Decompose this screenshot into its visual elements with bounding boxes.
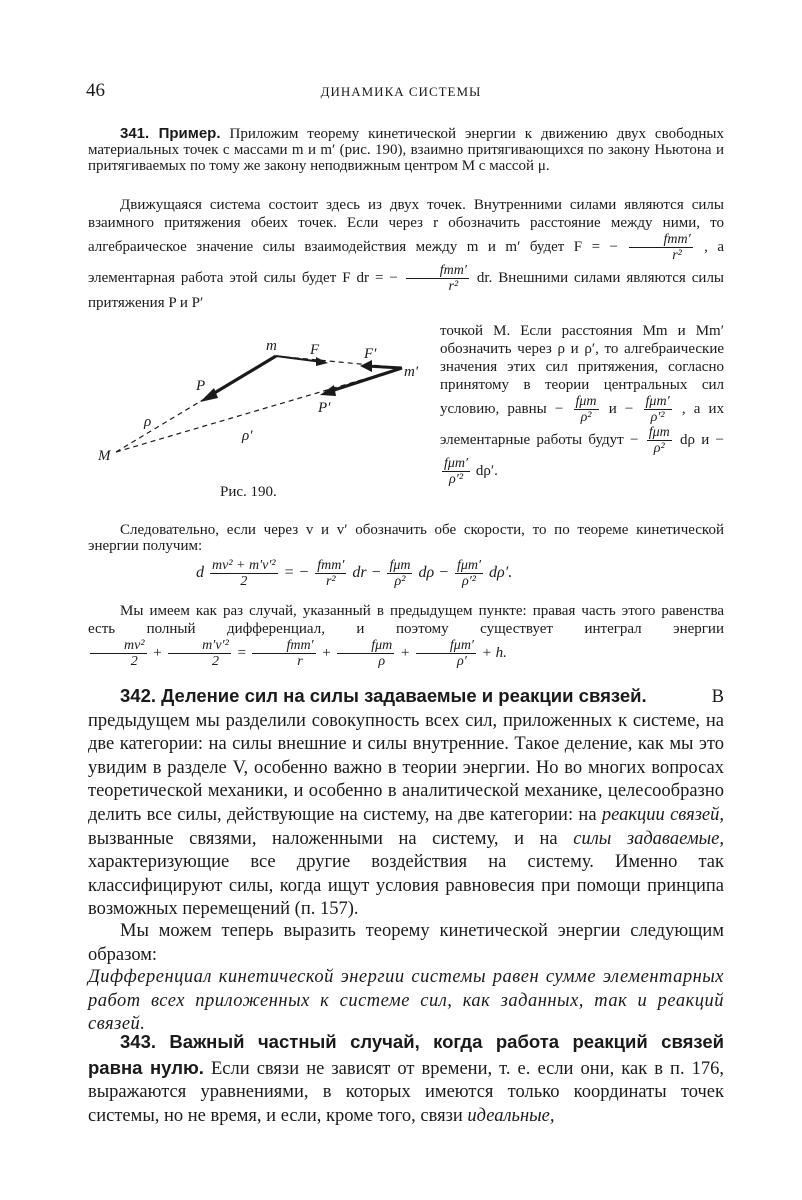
frac-num: fμm (575, 394, 597, 409)
equation-1 (196, 558, 512, 589)
section-342-p2: Мы можем теперь выразить теорему кинетической энергии следующим образом: (88, 921, 724, 965)
section-342-heading: 342. Деление сил на силы задаваемые и реакции связей. (120, 685, 647, 706)
eq1-d: d (196, 564, 204, 582)
fraction-fmm-2 (406, 263, 469, 294)
p4-text: Мы имеем как раз случай, указанный в предыдущем пункте: правая часть этого равенства есть полный дифференциал, и поэтому существует интеграл энергии (88, 603, 724, 637)
eq1-frac-fmu-m2 (455, 558, 483, 589)
fraction-fmu-m2 (644, 394, 672, 425)
frac-num: fμm (389, 558, 411, 573)
frac-den: ρ² (580, 410, 592, 425)
frac-den: 2 (211, 654, 219, 669)
label-m: m (266, 338, 277, 354)
section-341-p2 (88, 196, 724, 312)
frac-den: ρ′² (462, 574, 476, 589)
fig-text-d: dρ и − (680, 431, 724, 448)
fig-text-e: dρ′. (475, 462, 498, 479)
frac-den: ρ² (653, 441, 665, 456)
eq1-lhs-frac (210, 558, 278, 589)
eq2-t3 (252, 638, 315, 669)
s342-text-c: характеризующие все другие воздействия на систему. Именно так классифицируют силы, когда ищут условия равновесия при помощи принципа возможных перемещений (п. 157). (88, 852, 724, 920)
eq1-rhs2: dr − (352, 564, 382, 582)
section-343-heading: 343. Важный частный случай, когда работа реакций связей равна нулю. (88, 1031, 724, 1078)
frac-num: fμm′ (444, 456, 469, 471)
eq2-plus-1: + (152, 644, 163, 661)
equation-2 (88, 638, 507, 669)
frac-num: mv² (90, 638, 147, 654)
label-P: P (196, 378, 206, 394)
eq2-t2 (168, 638, 231, 669)
label-F: F (310, 342, 320, 358)
section-341-heading: 341. Пример. (120, 125, 221, 142)
section-342-theorem: Дифференциал кинетической энергии системы равен сумме элементарных работ всех приложенных к системе сил, как заданных, так и реакций связей. (88, 967, 724, 1035)
section-341-p3: Следовательно, если через v и v′ обозначить обе скорости, то по теореме кинетической энергии получим: (88, 522, 724, 554)
figure-side-text (440, 322, 724, 487)
eq1-rhs4: dρ′. (489, 564, 513, 582)
frac-den: ρ² (394, 574, 406, 589)
frac-num: m′v′² (168, 638, 231, 654)
label-M: M (98, 448, 111, 464)
p2-text-c: dr. Внешними силами являются силы притяжения P и P′ (88, 269, 725, 311)
frac-den: 2 (240, 574, 248, 589)
eq2-t4 (337, 638, 394, 669)
fig-text-c: , а их элементарные работы будут − (440, 400, 725, 448)
label-m2: m′ (404, 364, 419, 380)
s342-text-a: В предыдущем мы разделили совокупность всех сил, приложенных к системе, на две категории: на силы внешние и силы внутренние. Такое деление, как мы это увидим в разделе V, особенно важно в теории энергии. Но во многих вопросах теоретической механики, и особенно в аналитической механике, целесообразно делить все силы, действующие на систему, на две категории: на (88, 687, 724, 825)
figure-caption: Рис. 190. (220, 484, 277, 500)
fig-text-a: точкой M. Если расстояния Mm и Mm′ обозначить через ρ и ρ′, то алгебраические значения этих сил притяжения, согласно принятому в теории центральных сил условию, равны − (440, 323, 724, 417)
eq1-rhs1: = − (283, 564, 310, 582)
frac-num: fmm′ (317, 558, 345, 573)
arrowhead-P2 (320, 385, 336, 396)
frac-den: r² (672, 248, 682, 263)
arrow-P (206, 356, 276, 398)
running-title: ДИНАМИКА СИСТЕМЫ (320, 84, 482, 99)
label-P2: P′ (318, 400, 331, 416)
arrow-P2 (328, 368, 402, 392)
p2-text-a: Движущаяся система состоит здесь из двух точек. Внутренними силами являются силы взаимного притяжения обеих точек. Если через r обозначить расстояние между ними, то алгебраическое значение силы взаимодействия между m и m′ будет F = − (88, 197, 724, 255)
section-341-text: Приложим теорему кинетической энергии к движению двух свободных материальных точек с массами m и m′ (рис. 190), взаимно притягивающихся по закону Ньютона и притягиваемых по тому же закону неподвижным центром M с массой μ. (88, 126, 725, 174)
fraction-fmu-m (574, 394, 599, 425)
eq1-rhs3: dρ − (418, 564, 449, 582)
frac-den: ρ′² (449, 472, 464, 487)
frac-num: mv² + m′v′² (212, 558, 276, 573)
eq2-plus-3: + (400, 644, 411, 661)
frac-num: fmm′ (629, 232, 692, 248)
section-342-p1 (88, 684, 724, 922)
s342-text-b: вызванные связями, наложенными на систему, и на (88, 828, 558, 849)
page-number: 46 (86, 80, 105, 101)
eq2-t5 (416, 638, 476, 669)
frac-num: fμm (337, 638, 394, 654)
arrowhead-F (316, 357, 328, 366)
frac-den: r² (448, 279, 459, 294)
frac-num: fmm′ (406, 263, 469, 279)
s343-text-a: Если связи не зависят от времени, т. е. если они, как в п. 176, выражаются уравнениями, в которых имеются только координаты точек системы, но не время, и если, кроме того, связи (88, 1058, 725, 1126)
fraction-fmu-m2-b (442, 456, 470, 487)
eq1-frac-fmm (315, 558, 346, 589)
s343-em: идеальные, (467, 1105, 555, 1126)
frac-den: r² (325, 574, 336, 589)
frac-num: fμm′ (416, 638, 476, 654)
label-rho: ρ (144, 414, 152, 430)
frac-den: ρ′ (457, 654, 467, 669)
section-341-p4 (88, 602, 724, 669)
eq1-frac-fmu-m (387, 558, 412, 589)
frac-den: ρ′² (650, 410, 665, 425)
eq2-equals: = (236, 644, 247, 661)
frac-num: fμm′ (456, 558, 482, 573)
eq2-plus-2: + (321, 644, 332, 661)
frac-den: r (297, 654, 303, 669)
s342-em-2: силы задаваемые, (573, 828, 725, 849)
section-341-p1 (88, 126, 724, 174)
label-rho2: ρ′ (242, 428, 253, 444)
eq2-t1 (90, 638, 147, 669)
frac-num: fμm′ (645, 394, 670, 409)
fraction-fmm-1 (629, 232, 692, 263)
section-343-p1 (88, 1030, 724, 1128)
s342-em-1: реакции связей, (601, 804, 724, 825)
fig-text-b: и − (608, 400, 634, 417)
frac-den: 2 (130, 654, 138, 669)
p2-text-b: , а элементарная работа этой силы будет F dr = − (88, 238, 725, 286)
figure-190 (96, 332, 426, 482)
fraction-fmu-m-b (647, 425, 672, 456)
label-F2: F′ (364, 346, 377, 362)
frac-num: fmm′ (252, 638, 315, 654)
frac-den: ρ (378, 654, 386, 669)
eq2-end: + h. (481, 644, 507, 661)
frac-num: fμm (648, 425, 670, 440)
